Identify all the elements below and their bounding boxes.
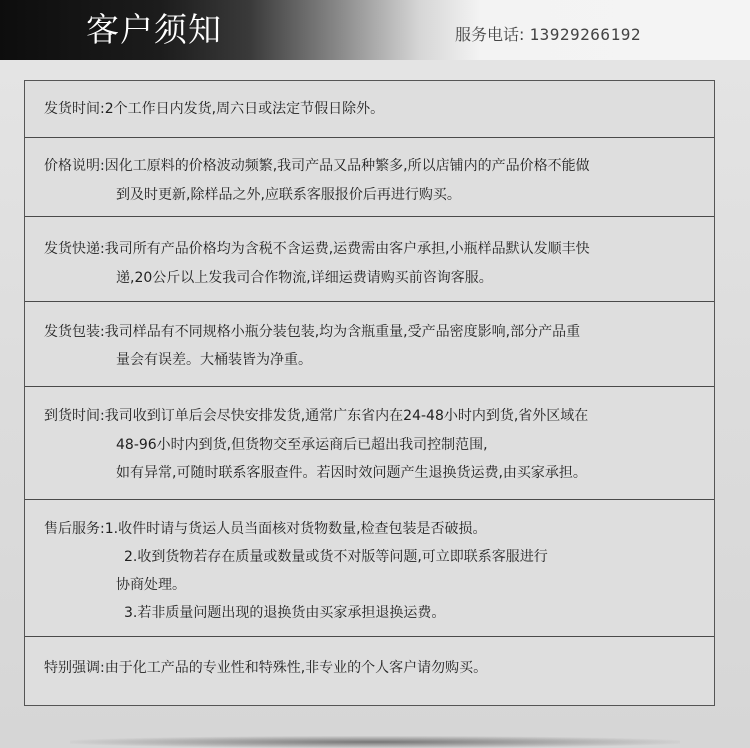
notice-line: 特别强调:由于化工产品的专业性和特殊性,非专业的个人客户请勿购买。: [44, 660, 488, 676]
notice-line: 发货时间:2个工作日内发货,周六日或法定节假日除外。: [44, 101, 385, 117]
notice-line: 发货包装:我司样品有不同规格小瓶分装包装,均为含瓶重量,受产品密度影响,部分产品重: [44, 324, 581, 340]
phone-number: 13929266192: [529, 25, 641, 44]
header-banner: [0, 0, 750, 60]
notice-line: 到货时间:我司收到订单后会尽快安排发货,通常广东省内在24-48小时内到货,省外区域在: [44, 408, 589, 424]
notice-row-price: [25, 138, 714, 217]
footer-shadow: [70, 736, 680, 748]
notice-line: 递,20公斤以上发我司合作物流,详细运费请购买前咨询客服。: [116, 270, 493, 286]
notice-line: 量会有误差。大桶装皆为净重。: [116, 352, 312, 368]
phone-label: 服务电话:: [455, 25, 525, 44]
notice-line: 2.收到货物若存在质量或数量或货不对版等问题,可立即联系客服进行: [124, 549, 548, 565]
notice-line: 3.若非质量问题出现的退换货由买家承担退换运费。: [124, 605, 446, 621]
notice-line: 售后服务:1.收件时请与货运人员当面核对货物数量,检查包装是否破损。: [44, 521, 487, 537]
notice-line: 48-96小时内到货,但货物交至承运商后已超出我司控制范围,: [116, 437, 488, 453]
notice-row-shipping-time: [25, 81, 714, 138]
notice-line: 发货快递:我司所有产品价格均为含税不含运费,运费需由客户承担,小瓶样品默认发顺丰快: [44, 241, 590, 257]
page-title: 客户须知: [86, 10, 222, 49]
notice-line: 如有异常,可随时联系客服查件。若因时效问题产生退换货运费,由买家承担。: [116, 465, 587, 481]
notice-row-express: [25, 217, 714, 302]
notice-line: 到及时更新,除样品之外,应联系客服报价后再进行购买。: [116, 187, 461, 203]
notice-panel: [24, 80, 715, 706]
notice-row-arrival: [25, 387, 714, 500]
notice-row-after-sales: [25, 500, 714, 637]
service-phone: [455, 23, 641, 47]
notice-row-packaging: [25, 302, 714, 387]
notice-line: 价格说明:因化工原料的价格波动频繁,我司产品又品种繁多,所以店铺内的产品价格不能做: [44, 158, 590, 174]
notice-line: 协商处理。: [116, 577, 186, 593]
notice-row-special-note: [25, 637, 714, 705]
